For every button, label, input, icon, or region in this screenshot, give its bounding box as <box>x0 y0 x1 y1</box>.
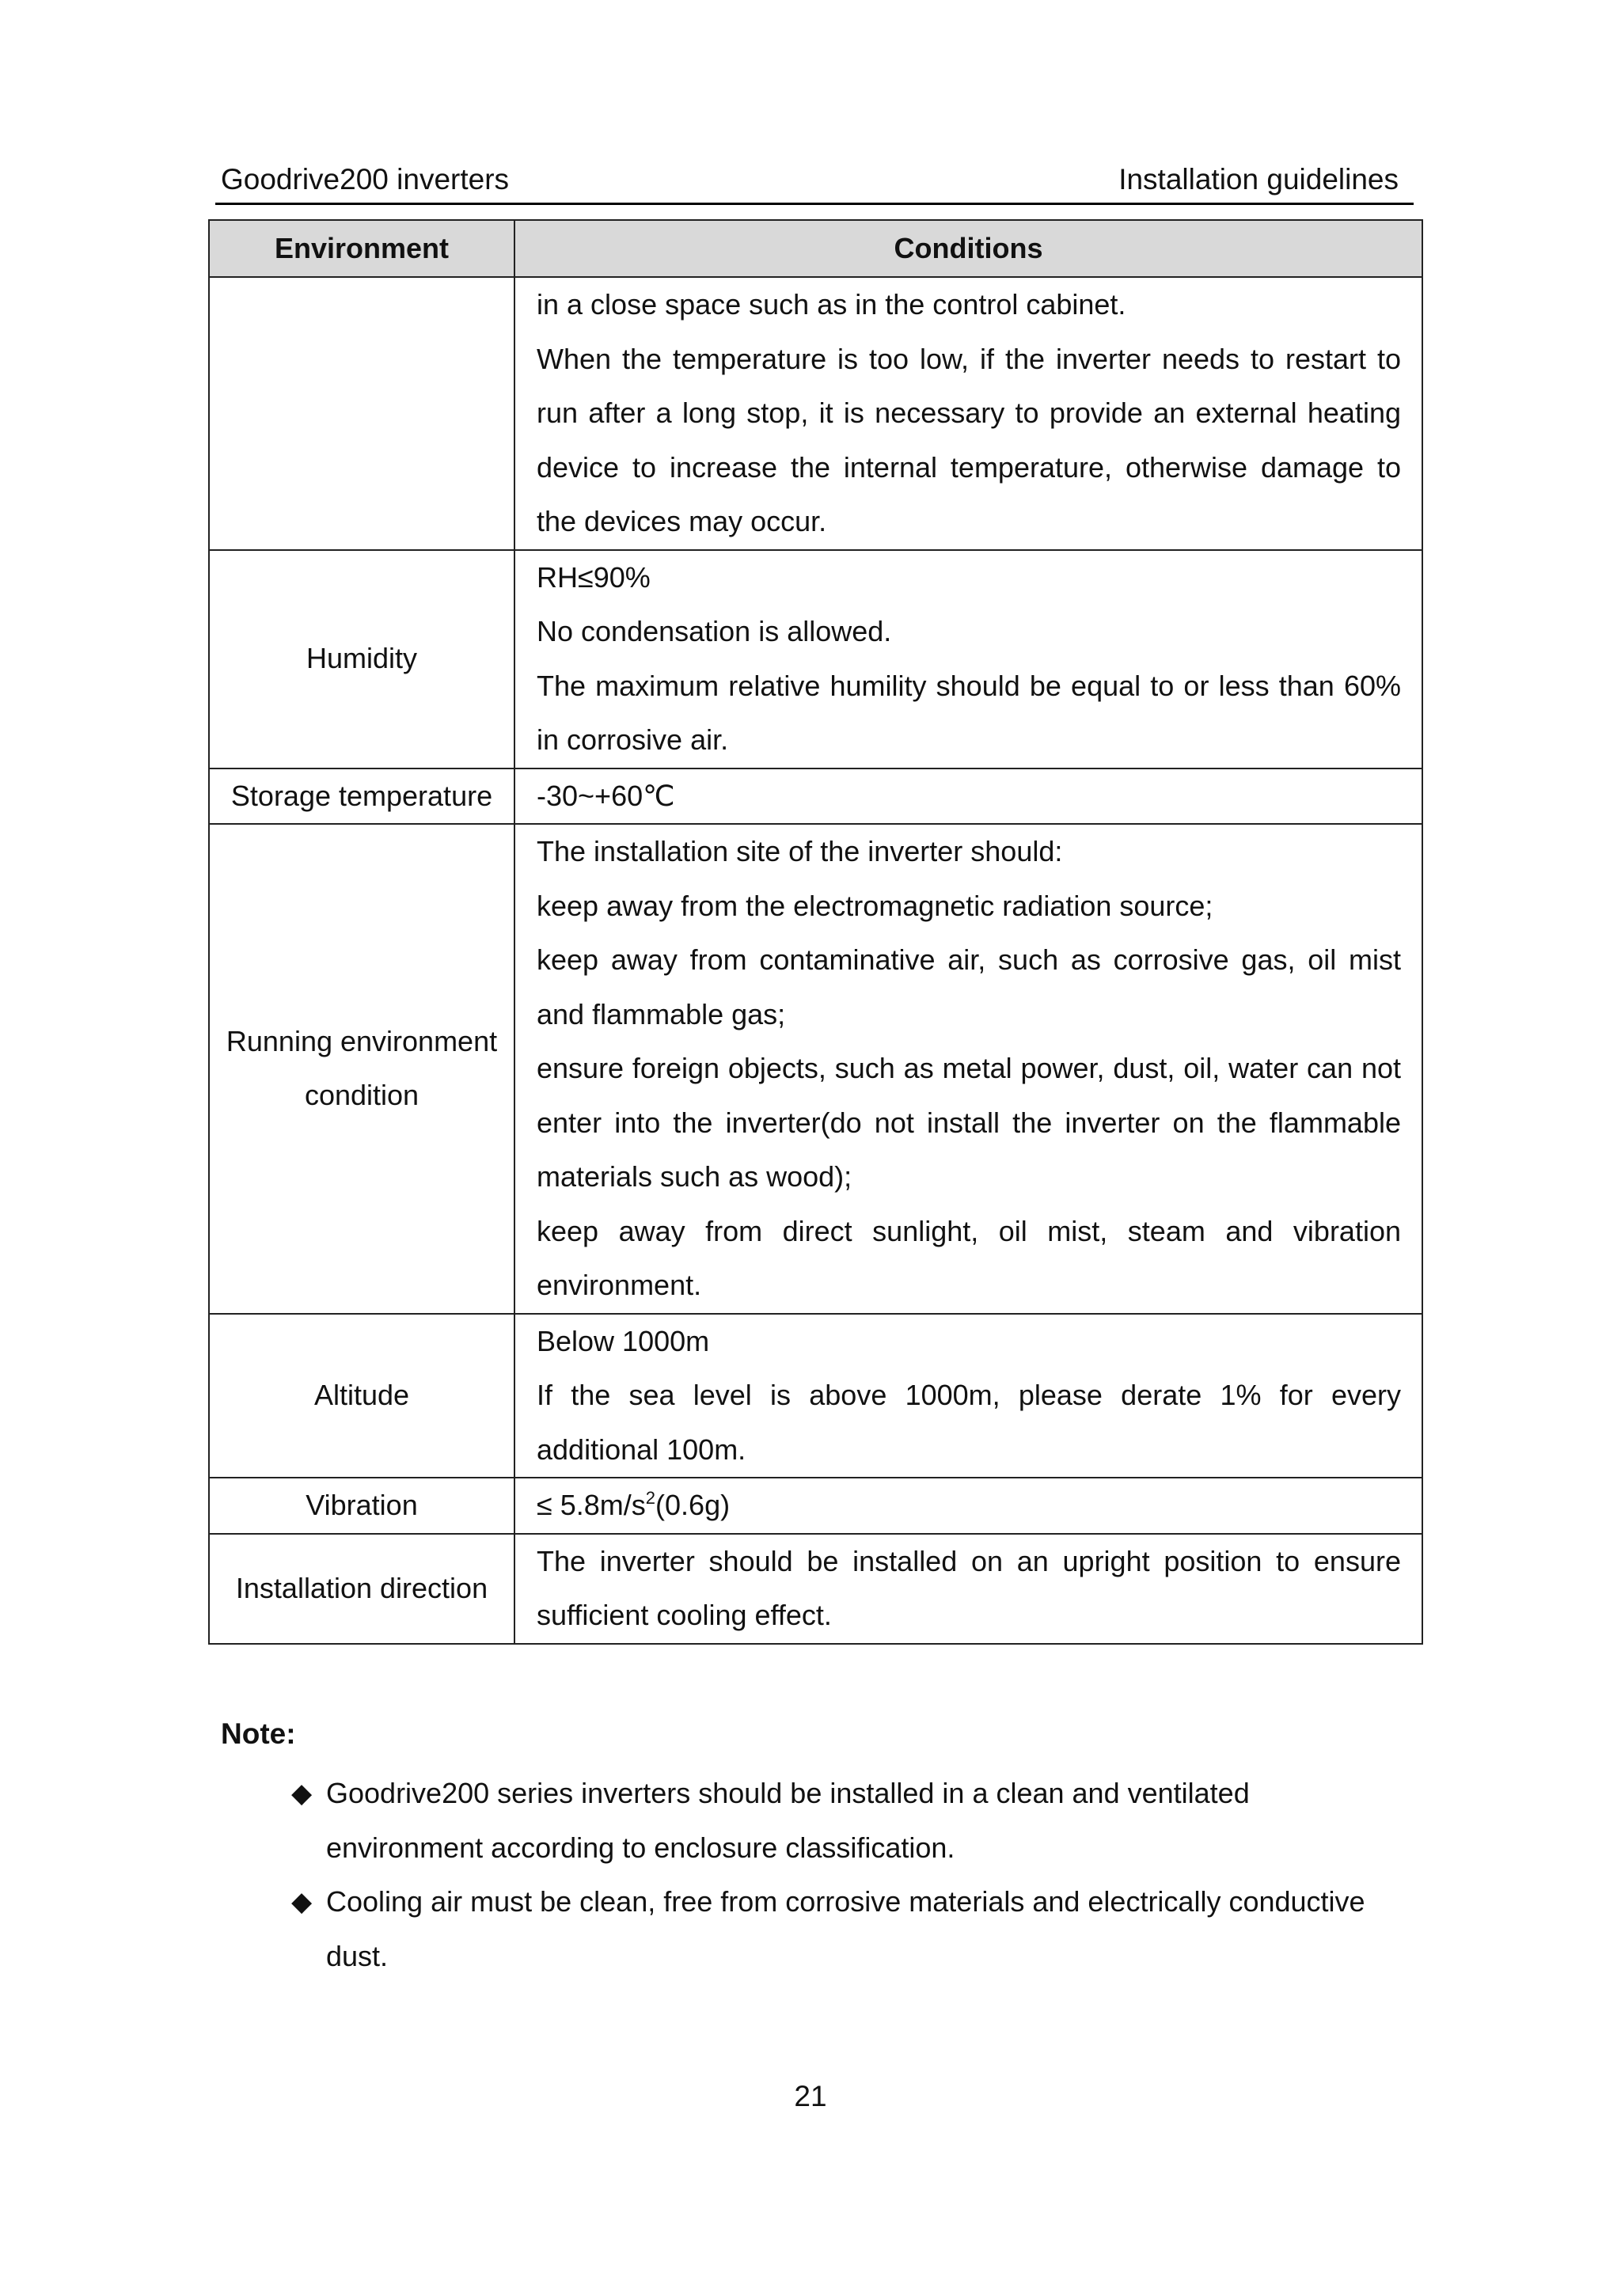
column-header-environment: Environment <box>209 220 514 277</box>
header-rule <box>215 203 1414 205</box>
table-row <box>209 1534 1422 1644</box>
environment-cell <box>209 277 514 550</box>
conditions-cell <box>514 277 1422 550</box>
diamond-bullet-icon: ◆ <box>291 1778 313 1808</box>
condition-line: The inverter should be installed on an upright position to ensure sufficient cooling effect. <box>537 1544 1401 1631</box>
conditions-cell <box>514 1534 1422 1644</box>
table-row <box>209 1478 1422 1534</box>
condition-line: If the sea level is above 1000m, please derate 1% for every additional 100m. <box>537 1379 1401 1466</box>
condition-line: keep away from direct sunlight, oil mist, steam and vibration environment. <box>537 1214 1401 1301</box>
diamond-bullet-icon: ◆ <box>291 1887 313 1917</box>
table-header-row <box>209 220 1422 277</box>
header-section-title: Installation guidelines <box>1118 163 1399 195</box>
condition-line: -30~+60℃ <box>537 779 675 812</box>
table-row <box>209 550 1422 768</box>
conditions-cell <box>514 824 1422 1314</box>
header-document-title: Goodrive200 inverters <box>221 163 510 195</box>
table-row <box>209 824 1422 1314</box>
vibration-exponent: 2 <box>645 1488 656 1508</box>
note-text: Cooling air must be clean, free from corrosive materials and electrically conductive dust. <box>326 1885 1365 1972</box>
conditions-cell <box>514 1314 1422 1478</box>
condition-line: Below 1000m <box>537 1324 710 1357</box>
note-item <box>291 1875 1399 1983</box>
note-title: Note: <box>221 1717 296 1750</box>
environment-cell: Running environment condition <box>209 824 514 1314</box>
condition-line: When the temperature is too low, if the inverter needs to restart to run after a long stop, it is necessary to provide an external heating device to increase the internal temperature, otherwise damage to the devices may occur. <box>537 342 1401 537</box>
note-text: Goodrive200 series inverters should be installed in a clean and ventilated environment according to enclosure classification. <box>326 1777 1250 1864</box>
table-row <box>209 768 1422 825</box>
environment-cell: Installation direction <box>209 1534 514 1644</box>
environment-cell: Storage temperature <box>209 768 514 825</box>
condition-line: keep away from the electromagnetic radiation source; <box>537 889 1213 922</box>
condition-line: The maximum relative humility should be equal to or less than 60% in corrosive air. <box>537 669 1401 756</box>
conditions-cell <box>514 550 1422 768</box>
conditions-cell <box>514 1478 1422 1534</box>
condition-line: RH≤90% <box>537 560 651 594</box>
environment-cell: Humidity <box>209 550 514 768</box>
environment-cell: Vibration <box>209 1478 514 1534</box>
environment-conditions-table <box>208 219 1423 1645</box>
table-row <box>209 1314 1422 1478</box>
condition-line: in a close space such as in the control cabinet. <box>537 288 1126 321</box>
environment-cell: Altitude <box>209 1314 514 1478</box>
vibration-unit-g: (0.6g) <box>655 1489 731 1521</box>
table-row <box>209 277 1422 550</box>
page-number: 21 <box>794 2080 827 2112</box>
column-header-conditions: Conditions <box>514 220 1422 277</box>
condition-line: ensure foreign objects, such as metal power, dust, oil, water can not enter into the inverter(do not install the inverter on the flammable materials such as wood); <box>537 1052 1401 1193</box>
conditions-cell <box>514 768 1422 825</box>
vibration-value: ≤ 5.8m/s <box>537 1489 646 1521</box>
condition-line: The installation site of the inverter should: <box>537 835 1063 867</box>
note-item <box>291 1767 1399 1875</box>
note-list <box>291 1767 1399 1983</box>
condition-line: No condensation is allowed. <box>537 615 892 647</box>
condition-line: keep away from contaminative air, such as corrosive gas, oil mist and flammable gas; <box>537 943 1401 1030</box>
